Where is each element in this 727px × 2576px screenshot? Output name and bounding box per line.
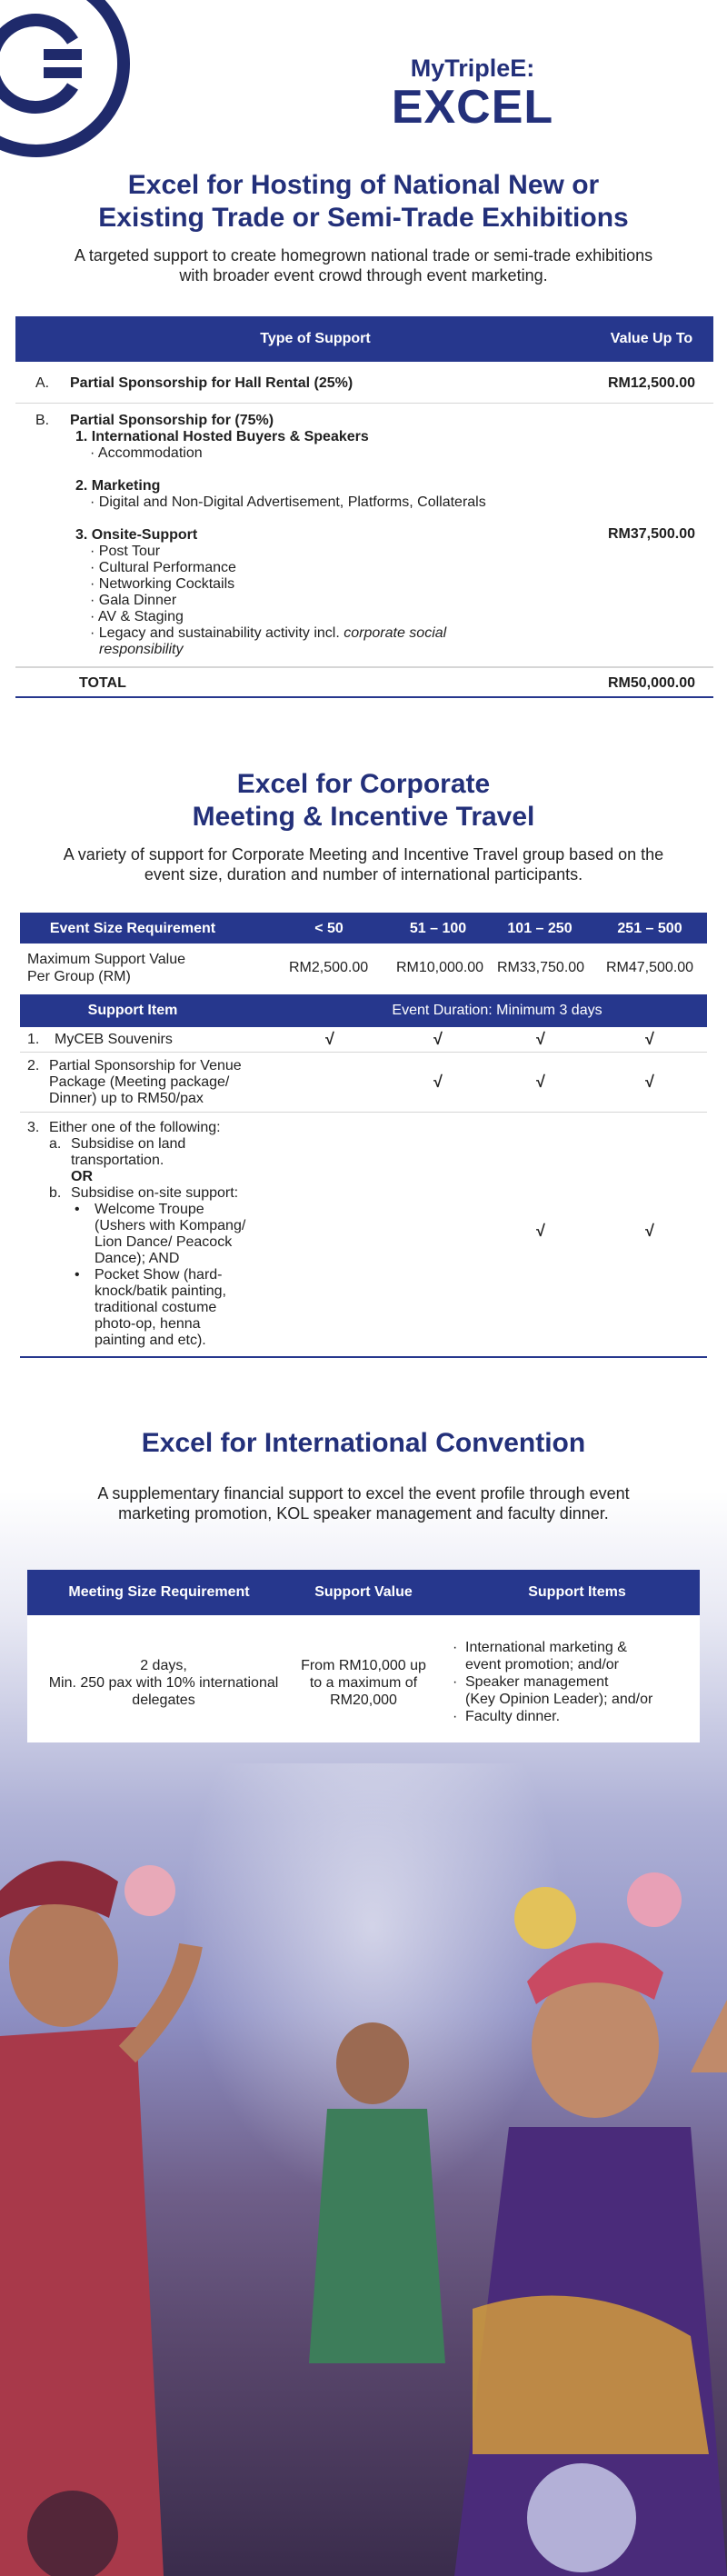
sub-item-title: 1. International Hosted Buyers & Speakers [75, 429, 369, 444]
col-meeting-size: Meeting Size Requirement [68, 1584, 250, 1600]
cell-line: Faculty dinner. [465, 1709, 561, 1724]
cell-line: RM20,000 [330, 1692, 397, 1708]
label-line: knock/batik painting, [95, 1283, 226, 1299]
table-header [27, 1570, 700, 1615]
bullet-icon: · [453, 1640, 458, 1655]
label-line: Pocket Show (hard- [95, 1267, 223, 1283]
sub-item-title: 2. Marketing [75, 478, 161, 494]
point-text: Post Tour [98, 544, 161, 559]
point-text: Digital and Non-Digital Advertisement, Platforms, Collaterals [98, 494, 486, 510]
section1-title-line2: Existing Trade or Semi-Trade Exhibitions [98, 203, 629, 233]
table-row [20, 1053, 707, 1113]
label-line: Subsidise on land [71, 1136, 186, 1152]
row-label [49, 1120, 294, 1349]
check-icon: √ [433, 1073, 443, 1091]
sub-item-point: · Post Tour [90, 544, 161, 559]
cell-line: to a maximum of [309, 1675, 418, 1691]
label-line: Per Group (RM) [27, 969, 131, 984]
option-b [49, 1185, 294, 1202]
total-label: TOTAL [79, 675, 126, 691]
section3-desc-line1: A supplementary financial support to excel the event profile through event [97, 1484, 630, 1503]
check-icon: √ [536, 1222, 545, 1240]
point-text: Networking Cocktails [98, 576, 235, 592]
col-value-up-to: Value Up To [610, 331, 693, 346]
bullet-icon: • [75, 1267, 80, 1283]
support-table-exhibitions [15, 316, 713, 698]
cell-line: (Key Opinion Leader); and/or [465, 1692, 653, 1707]
label-line: transportation. [71, 1153, 164, 1168]
table-header [20, 913, 707, 944]
row-label: Partial Sponsorship for Hall Rental (25%) [70, 375, 354, 391]
section2-title-line1: Excel for Corporate [236, 769, 491, 799]
table-row [20, 1113, 707, 1358]
col-size-4: 251 – 500 [617, 921, 682, 936]
section1-title-line1: Excel for Hosting of National New or [127, 170, 600, 200]
section1-desc-line2: with broader event crowd through event marketing. [179, 266, 548, 285]
row-value: RM12,500.00 [607, 375, 695, 391]
row-value: RM37,500.00 [607, 526, 695, 542]
sub-item-point: · Digital and Non-Digital Advertisement, Platforms, Collaterals [90, 494, 486, 510]
bullet-item [49, 1267, 294, 1349]
label-line: Dinner) up to RM50/pax [49, 1091, 204, 1106]
point-text-italic: responsibility [99, 642, 184, 657]
section3-title: Excel for International Convention [141, 1428, 586, 1458]
label-line: Either one of the following: [49, 1120, 221, 1135]
bullet-icon: · [453, 1709, 458, 1724]
row-label: MyCEB Souvenirs [55, 1032, 173, 1047]
max-value-4: RM47,500.00 [606, 960, 694, 975]
label-line: photo-op, henna [95, 1316, 201, 1332]
row-index: 2. [27, 1058, 40, 1073]
sub-item-point: · Accommodation [90, 445, 203, 461]
section2-title-line2: Meeting & Incentive Travel [192, 802, 535, 832]
col-size-1: < 50 [314, 921, 344, 936]
point-text: Legacy and sustainability activity incl. [98, 625, 344, 641]
col-support-items: Support Items [528, 1584, 626, 1600]
point-text: AV & Staging [97, 609, 184, 624]
bullet-item [453, 1639, 652, 1673]
label-line: Package (Meeting package/ [49, 1074, 230, 1090]
bullet-item [49, 1202, 294, 1267]
section1-description [18, 245, 709, 285]
table-row [27, 1615, 700, 1742]
bullet-item [453, 1673, 652, 1708]
row-index: 1. [27, 1032, 40, 1047]
label-line: Maximum Support Value [27, 952, 185, 967]
col-support-value: Support Value [314, 1584, 413, 1600]
section1-title [0, 169, 727, 235]
col-event-size: Event Size Requirement [49, 921, 216, 936]
section2-description [18, 844, 709, 884]
bullet-item [453, 1708, 652, 1725]
label-line: Subsidise on-site support: [71, 1185, 239, 1201]
bullet-icon: · [453, 1674, 458, 1690]
event-duration: Event Duration: Minimum 3 days [392, 1003, 603, 1018]
label-line: painting and etc). [95, 1333, 206, 1348]
table-row [20, 944, 707, 994]
option-index: a. [49, 1136, 62, 1152]
col-size-3: 101 – 250 [507, 921, 573, 936]
header-subtitle: MyTripleE: [410, 55, 535, 82]
check-icon: √ [645, 1030, 654, 1048]
cell-line: From RM10,000 up [301, 1658, 426, 1673]
section2-desc-line1: A variety of support for Corporate Meeting and Incentive Travel group based on the [63, 845, 664, 864]
label-line: Lion Dance/ Peacock [95, 1234, 233, 1250]
support-items-cell [453, 1639, 652, 1725]
row-index: 3. [27, 1120, 40, 1135]
sub-item-title: 3. Onsite-Support [75, 527, 198, 543]
table-row [15, 404, 713, 667]
sub-item-point: · Legacy and sustainability activity incl. corporate social [90, 625, 447, 641]
sub-item-point: · AV & Staging [90, 609, 184, 624]
point-text: Accommodation [97, 445, 203, 461]
max-value-2: RM10,000.00 [396, 960, 484, 975]
option-a [49, 1136, 294, 1169]
point-text-italic: corporate social [344, 625, 447, 641]
table-row [15, 362, 713, 404]
section1-desc-line1: A targeted support to create homegrown national trade or semi-trade exhibitions [74, 246, 653, 265]
col-size-2: 51 – 100 [409, 921, 467, 936]
bullet-icon: • [75, 1202, 80, 1217]
max-value-3: RM33,750.00 [497, 960, 585, 975]
label-line: Welcome Troupe [95, 1202, 204, 1217]
table-row [20, 1027, 707, 1053]
sub-item-point: · Gala Dinner [90, 593, 177, 608]
row-index: B. [35, 413, 50, 428]
col-type-of-support: Type of Support [260, 331, 371, 346]
support-value-cell [300, 1657, 427, 1709]
section2-desc-line2: event size, duration and number of international participants. [144, 865, 583, 884]
col-support-item: Support Item [87, 1003, 178, 1018]
section2-title [0, 768, 727, 834]
check-icon: √ [645, 1222, 654, 1240]
cell-line: event promotion; and/or [465, 1657, 619, 1672]
check-icon: √ [536, 1030, 545, 1048]
total-value: RM50,000.00 [607, 675, 695, 691]
page-header [218, 55, 727, 132]
cell-line: 2 days, [140, 1658, 187, 1673]
label-line: Dance); AND [95, 1251, 180, 1266]
table-total-row [15, 667, 713, 698]
check-icon: √ [536, 1073, 545, 1091]
table-header [15, 316, 713, 362]
cell-line: Speaker management [465, 1674, 609, 1690]
label-line: traditional costume [95, 1300, 217, 1315]
label-line: (Ushers with Kompang/ [95, 1218, 246, 1233]
check-icon: √ [645, 1073, 654, 1091]
support-table-corporate-meeting [20, 913, 707, 1358]
check-icon: √ [325, 1030, 334, 1048]
or-label: OR [71, 1169, 93, 1184]
check-icon: √ [433, 1030, 443, 1048]
cell-line: delegates [132, 1692, 195, 1708]
section3-description [18, 1483, 709, 1523]
support-table-international-convention [27, 1570, 700, 1742]
row-body [70, 413, 486, 658]
row-index: A. [35, 375, 50, 391]
max-support-label [27, 951, 185, 985]
row-label: Partial Sponsorship for (75%) [70, 413, 274, 428]
sub-item-point: · Cultural Performance [90, 560, 236, 575]
cell-line: Min. 250 pax with 10% international [48, 1675, 279, 1691]
max-value-1: RM2,500.00 [289, 960, 369, 975]
option-index: b. [49, 1185, 62, 1201]
meeting-size-cell [36, 1657, 291, 1709]
cell-line: International marketing & [465, 1640, 627, 1655]
point-text: Cultural Performance [98, 560, 236, 575]
section3-desc-line2: marketing promotion, KOL speaker management and faculty dinner. [118, 1504, 609, 1523]
sub-item-point: · Networking Cocktails [90, 576, 235, 592]
logo-ring-icon [0, 0, 136, 164]
point-text: Gala Dinner [98, 593, 177, 608]
label-line: Partial Sponsorship for Venue [49, 1058, 242, 1073]
row-label [49, 1058, 242, 1107]
header-title: EXCEL [391, 81, 554, 134]
support-item-header [20, 994, 707, 1027]
